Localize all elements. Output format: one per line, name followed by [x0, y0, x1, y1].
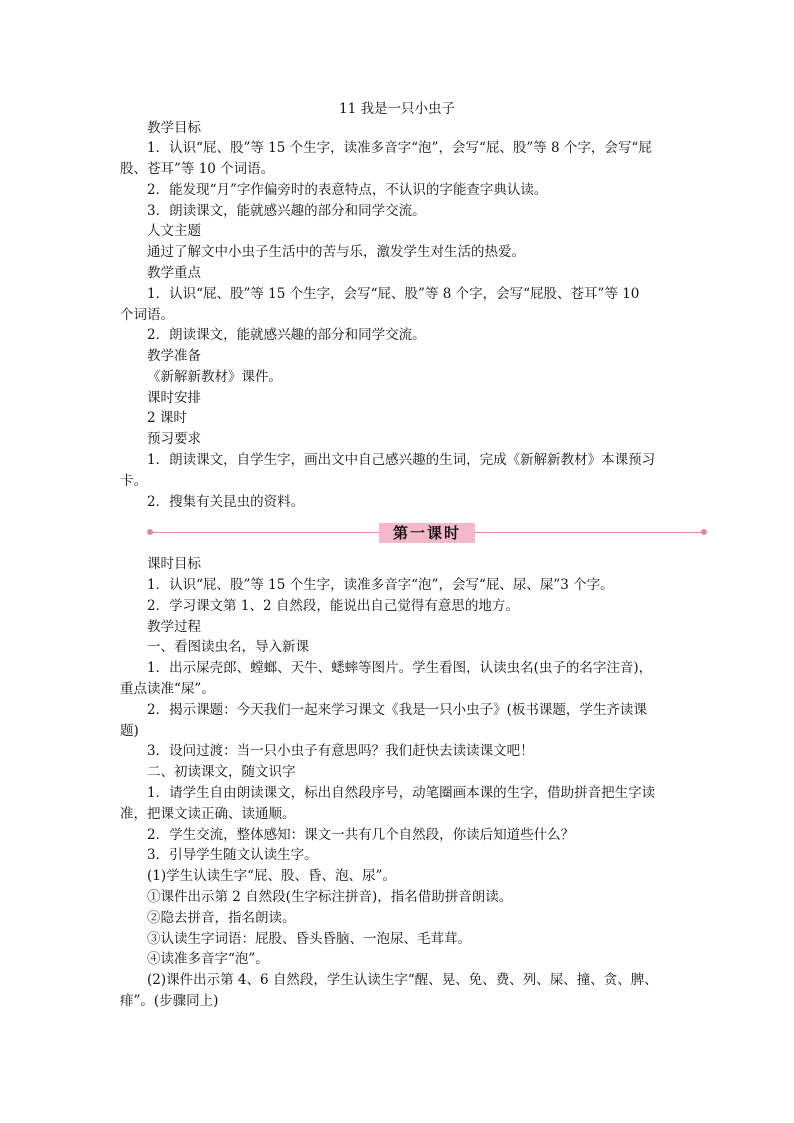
paragraph-line: 《新解新教材》课件。	[147, 369, 282, 385]
paragraph-line: 2 课时	[147, 410, 187, 426]
paragraph-line: ①课件出示第 2 自然段(生字标注拼音)，指名借助拼音朗读。	[147, 889, 513, 905]
section-banner-label: 第一课时	[379, 523, 475, 543]
paragraph-line: ④读准多音字“泡”。	[147, 951, 269, 967]
paragraph-line: 个词语。	[120, 307, 174, 323]
paragraph-line: 2．学习课文第 1、2 自然段，能说出自己觉得有意思的地方。	[147, 598, 519, 614]
paragraph-line: 3．设问过渡：当一只小虫子有意思吗？我们赶快去读读课文吧！	[147, 743, 534, 759]
heading-humanistic-theme: 人文主题	[147, 223, 201, 239]
banner-rule-right	[475, 532, 703, 533]
paragraph-line: 通过了解文中小虫子生活中的苦与乐，激发学生对生活的热爱。	[147, 244, 525, 260]
paragraph-line: 二、初读课文，随文识字	[147, 764, 296, 780]
heading-teaching-process: 教学过程	[147, 619, 201, 635]
banner-dot-right	[701, 529, 707, 535]
paragraph-line: 1．认识“屁、股”等 15 个生字，读准多音字“泡”，会写“屁、尿、屎”3 个字。	[147, 577, 614, 593]
paragraph-line: 1．朗读课文，自学生字，画出文中自己感兴趣的生词，完成《新解新教材》本课预习	[147, 452, 656, 468]
paragraph-line: 1．认识“屁、股”等 15 个生字，会写“屁、股”等 8 个字，会写“屁股、苍耳”等 10	[147, 286, 640, 302]
section-banner	[147, 523, 707, 543]
paragraph-line: 2．能发现“月”字作偏旁时的表意特点，不认识的字能查字典认读。	[147, 182, 548, 198]
heading-teaching-goals: 教学目标	[147, 120, 201, 136]
paragraph-line: 痱”。(步骤同上)	[120, 993, 219, 1009]
paragraph-line: ②隐去拼音，指名朗读。	[147, 910, 296, 926]
paragraph-line: 1．出示屎壳郎、螳螂、天牛、蟋蟀等图片。学生看图，认读虫名(虫子的名字注音)，	[147, 660, 653, 676]
paragraph-line: 2．揭示课题：今天我们一起来学习课文《我是一只小虫子》(板书课题，学生齐读课	[147, 702, 647, 718]
paragraph-line: 题)	[120, 723, 139, 739]
document-title: 11 我是一只小虫子	[339, 101, 455, 117]
paragraph-line: 2．搜集有关昆虫的资料。	[147, 494, 305, 510]
paragraph-line: 2．朗读课文，能就感兴趣的部分和同学交流。	[147, 327, 426, 343]
paragraph-line: 3．朗读课文，能就感兴趣的部分和同学交流。	[147, 203, 426, 219]
heading-key-points: 教学重点	[147, 265, 201, 281]
paragraph-line: (1)学生认读生字“屁、股、昏、泡、尿”。	[147, 868, 396, 884]
paragraph-line: 一、看图读虫名，导入新课	[147, 639, 309, 655]
paragraph-line: 2．学生交流，整体感知：课文一共有几个自然段，你读后知道些什么？	[147, 827, 575, 843]
heading-preview: 预习要求	[147, 431, 201, 447]
paragraph-line: 3．引导学生随文认读生字。	[147, 847, 318, 863]
heading-lesson-goals: 课时目标	[147, 556, 201, 572]
banner-rule-left	[151, 532, 379, 533]
paragraph-line: 1．请学生自由朗读课文，标出自然段序号，动笔圈画本课的生字，借助拼音把生字读	[147, 785, 656, 801]
paragraph-line: (2)课件出示第 4、6 自然段，学生认读生字“醒、晃、免、费、列、屎、撞、贪、脾、	[147, 972, 658, 988]
heading-preparation: 教学准备	[147, 348, 201, 364]
paragraph-line: 卡。	[120, 473, 147, 489]
heading-schedule: 课时安排	[147, 390, 201, 406]
paragraph-line: 股、苍耳”等 10 个词语。	[120, 161, 275, 177]
paragraph-line: 1．认识“屁、股”等 15 个生字，读准多音字“泡”，会写“屁、股”等 8 个字，会写“屁	[147, 140, 652, 156]
paragraph-line: 准，把课文读正确、读通顺。	[120, 806, 296, 822]
paragraph-line: 重点读准“屎”。	[120, 681, 215, 697]
paragraph-line: ③认读生字词语：屁股、昏头昏脑、一泡尿、毛茸茸。	[147, 931, 471, 947]
